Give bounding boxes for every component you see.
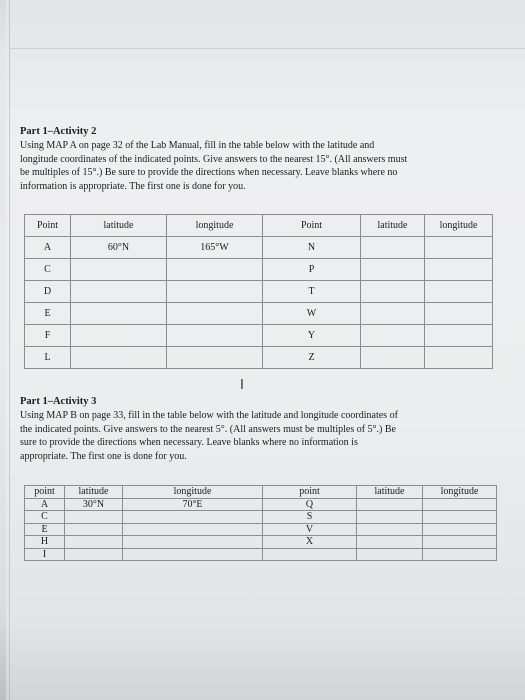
longitude-cell[interactable]: 70°E [123,498,263,511]
longitude-cell[interactable] [425,259,493,281]
table-row [25,281,493,303]
header-longitude: longitude [123,486,263,499]
point-cell: W [263,303,361,325]
header-latitude: latitude [71,215,167,237]
activity3-line-1: Using MAP B on page 33, fill in the table below with the latitude and longitude coordinates of [20,410,398,421]
activity2-line-1: Using MAP A on page 32 of the Lab Manual, fill in the table below with the latitude and [20,140,375,151]
latitude-cell[interactable] [65,548,123,561]
latitude-cell[interactable] [71,259,167,281]
header-longitude: longitude [425,215,493,237]
latitude-cell[interactable] [357,536,423,549]
longitude-cell[interactable] [423,548,497,561]
activity2-table [24,214,493,369]
longitude-cell[interactable]: 165°W [167,237,263,259]
latitude-cell[interactable] [361,281,425,303]
table-row [25,303,493,325]
point-cell: S [263,511,357,524]
latitude-cell[interactable] [361,347,425,369]
longitude-cell[interactable] [167,259,263,281]
table-row [25,259,493,281]
point-cell: Y [263,325,361,347]
point-cell: Z [263,347,361,369]
latitude-cell[interactable] [71,347,167,369]
point-cell: D [25,281,71,303]
latitude-cell[interactable] [71,325,167,347]
header-latitude: latitude [65,486,123,499]
longitude-cell[interactable] [167,303,263,325]
longitude-cell[interactable] [123,536,263,549]
latitude-cell[interactable] [357,511,423,524]
longitude-cell[interactable] [425,303,493,325]
longitude-cell[interactable] [425,281,493,303]
header-longitude: longitude [167,215,263,237]
table-row [25,548,497,561]
point-cell: Q [263,498,357,511]
latitude-cell[interactable] [65,511,123,524]
latitude-cell[interactable]: 60°N [71,237,167,259]
point-cell: V [263,523,357,536]
activity2-line-4: information is appropriate. The first one is done for you. [20,180,246,192]
longitude-cell[interactable] [423,523,497,536]
activity2-line-3: be multiples of 15°.) Be sure to provide the directions when necessary. Leave blanks where no [20,167,398,178]
table-row [25,536,497,549]
latitude-cell[interactable] [361,237,425,259]
longitude-cell[interactable] [425,347,493,369]
header-point: point [263,486,357,499]
point-cell [263,548,357,561]
table-row [25,237,493,259]
table-row [25,511,497,524]
longitude-cell[interactable] [423,536,497,549]
activity3-line-4: appropriate. The first one is done for you. [20,450,187,462]
longitude-cell[interactable] [167,347,263,369]
longitude-cell[interactable] [423,511,497,524]
point-cell: A [25,237,71,259]
latitude-cell[interactable] [361,259,425,281]
longitude-cell[interactable] [123,523,263,536]
longitude-cell[interactable] [423,498,497,511]
header-point: Point [25,215,71,237]
point-cell: X [263,536,357,549]
table-header-row [25,215,493,237]
point-cell: C [25,259,71,281]
header-point: point [25,486,65,499]
photo-shadow [0,620,525,700]
header-point: Point [263,215,361,237]
page-top-rule [9,48,525,49]
point-cell: P [263,259,361,281]
latitude-cell[interactable] [357,523,423,536]
latitude-cell[interactable] [361,303,425,325]
longitude-cell[interactable] [425,325,493,347]
table-row [25,523,497,536]
header-latitude: latitude [357,486,423,499]
latitude-cell[interactable] [361,325,425,347]
activity3-table [24,485,497,561]
point-cell: E [25,303,71,325]
longitude-cell[interactable] [123,548,263,561]
activity3-instructions [20,409,398,463]
activity3-title: Part 1–Activity 3 [20,396,97,407]
latitude-cell[interactable]: 30°N [65,498,123,511]
text-cursor-icon: I [240,378,244,393]
latitude-cell[interactable] [65,536,123,549]
point-cell: F [25,325,71,347]
margin-line [9,0,10,700]
latitude-cell[interactable] [71,303,167,325]
latitude-cell[interactable] [357,548,423,561]
point-cell: H [25,536,65,549]
point-cell: N [263,237,361,259]
point-cell: E [25,523,65,536]
point-cell: L [25,347,71,369]
point-cell: C [25,511,65,524]
activity2-title: Part 1–Activity 2 [20,126,97,137]
latitude-cell[interactable] [71,281,167,303]
activity3-line-3: sure to provide the directions when necessary. Leave blanks where no information is [20,437,358,448]
table-row [25,498,497,511]
table-row [25,325,493,347]
longitude-cell[interactable] [123,511,263,524]
point-cell: A [25,498,65,511]
table-header-row [25,486,497,499]
activity2-instructions [20,139,407,193]
activity3-line-2: the indicated points. Give answers to the nearest 5°. (All answers must be multiples of 5°.) Be [20,423,396,435]
longitude-cell[interactable] [425,237,493,259]
longitude-cell[interactable] [167,325,263,347]
activity2-line-2: longitude coordinates of the indicated points. Give answers to the nearest 15°. (All answers must [20,153,408,165]
point-cell: T [263,281,361,303]
header-latitude: latitude [361,215,425,237]
longitude-cell[interactable] [167,281,263,303]
latitude-cell[interactable] [65,523,123,536]
header-longitude: longitude [423,486,497,499]
table-row [25,347,493,369]
latitude-cell[interactable] [357,498,423,511]
point-cell: I [25,548,65,561]
